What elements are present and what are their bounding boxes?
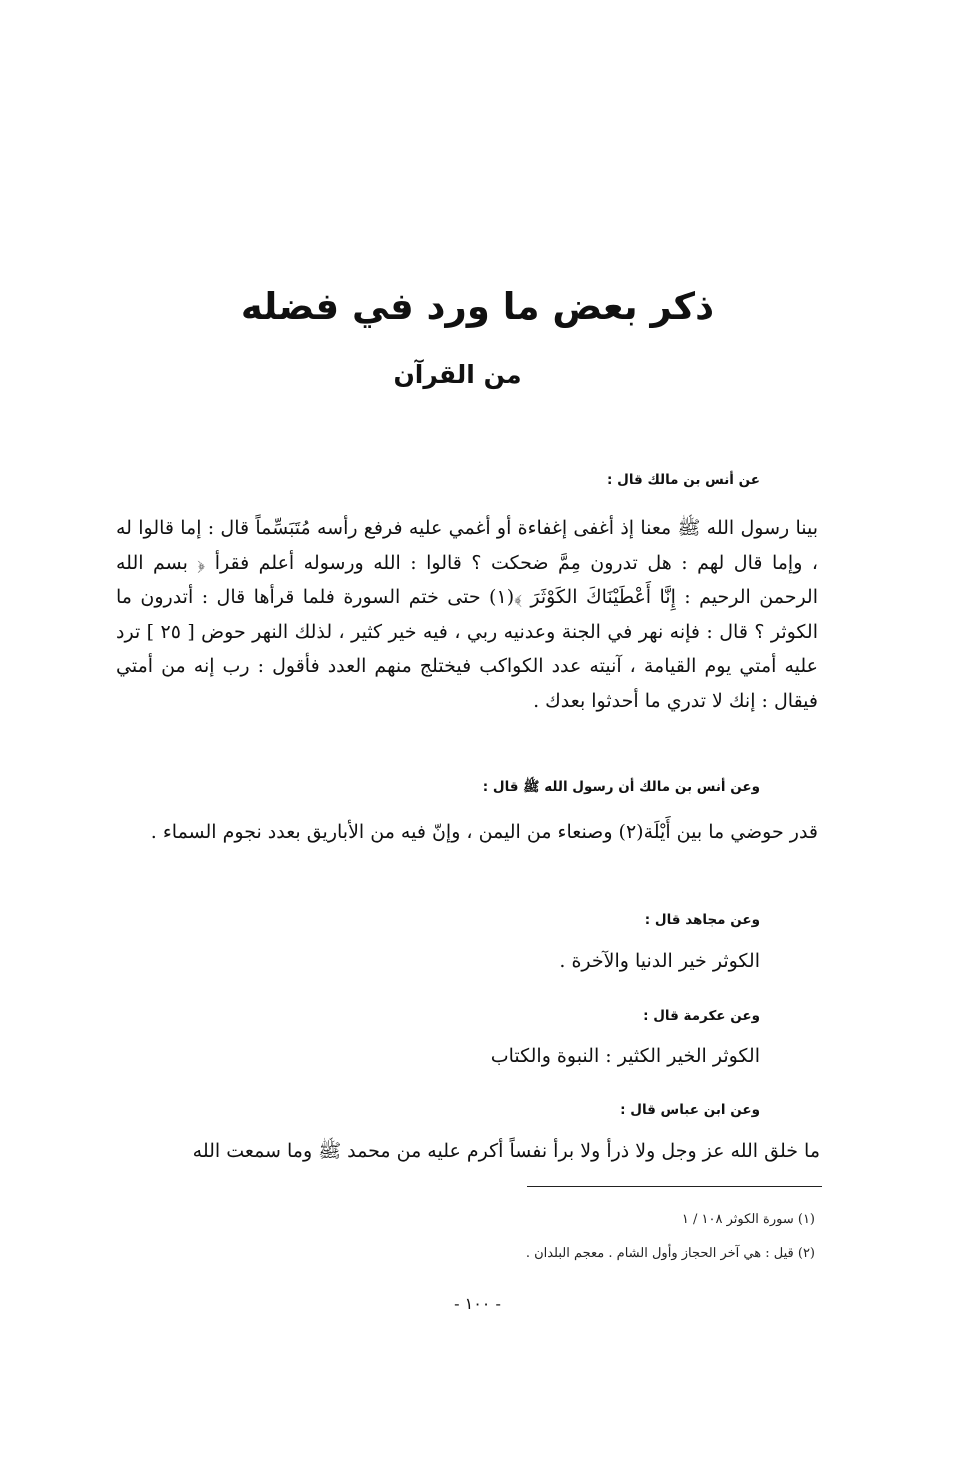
section-4-intro: وعن عكرمة قال : [643,1008,760,1024]
section-1-intro: عن أنس بن مالك قال : [607,472,760,488]
section-2-intro: وعن أنس بن مالك أن رسول الله ﷺ قال : [482,779,760,795]
footnote-1: (١) سورة الكوثر ١٠٨ / ١ [681,1212,815,1227]
footnote-2: (٢) قيل : هي آخر الحجاز وأول الشام . معجم البلدان . [525,1246,815,1261]
footnote-divider [527,1186,822,1187]
section-2-text: قدر حوضي ما بين أَيْلَة(٢) وصنعاء من اليمن ، وإنّ فيه من الأباريق بعدد نجوم السماء . [150,821,818,843]
page-title: ذكر بعض ما ورد في فضله [240,285,715,328]
section-3-text: الكوثر خير الدنيا والآخرة . [559,950,760,972]
section-4-text: الكوثر الخير الكثير : النبوة والكتاب [490,1045,760,1067]
section-5-intro: وعن ابن عباس قال : [620,1102,760,1118]
section-1-text: بينا رسول الله ﷺ معنا إذ أغفى إغفاءة أو أغمي عليه فرفع رأسه مُتَبَسِّماً قال : إما قالوا له ، وإما قال لهم : هل تدرون مِمَّ ضحكت ؟ قالوا : الله ورسوله أعلم فقرأ ﴿ بسم الله الرحمن الرحيم : إِنَّا أَعْطَيْنَاكَ الكَوْثَرَ ﴾(١) حتى ختم السورة فلما قرأها قال : أتدرون ما الكوثر ؟ قال : فإنه نهر في الجنة وعدنيه ربي ، فيه خير كثير ، لذلك النهر حوض [ ٢٥ ] ترد عليه أمتي يوم القيامة ، آنيته عدد الكواكب فيختلج منهم العدد فأقول : رب إنه من أمتي فيقال : إنك لا تدري ما أحدثوا بعدك . [116,517,818,712]
section-3-intro: وعن مجاهد قال : [644,912,760,928]
page-number: - ١٠٠ - [454,1294,501,1313]
page-subtitle: من القرآن [393,360,522,389]
section-5-text: ما خلق الله عز وجل ولا ذرأ ولا برأ نفساً أكرم عليه من محمد ﷺ وما سمعت الله [192,1140,820,1162]
